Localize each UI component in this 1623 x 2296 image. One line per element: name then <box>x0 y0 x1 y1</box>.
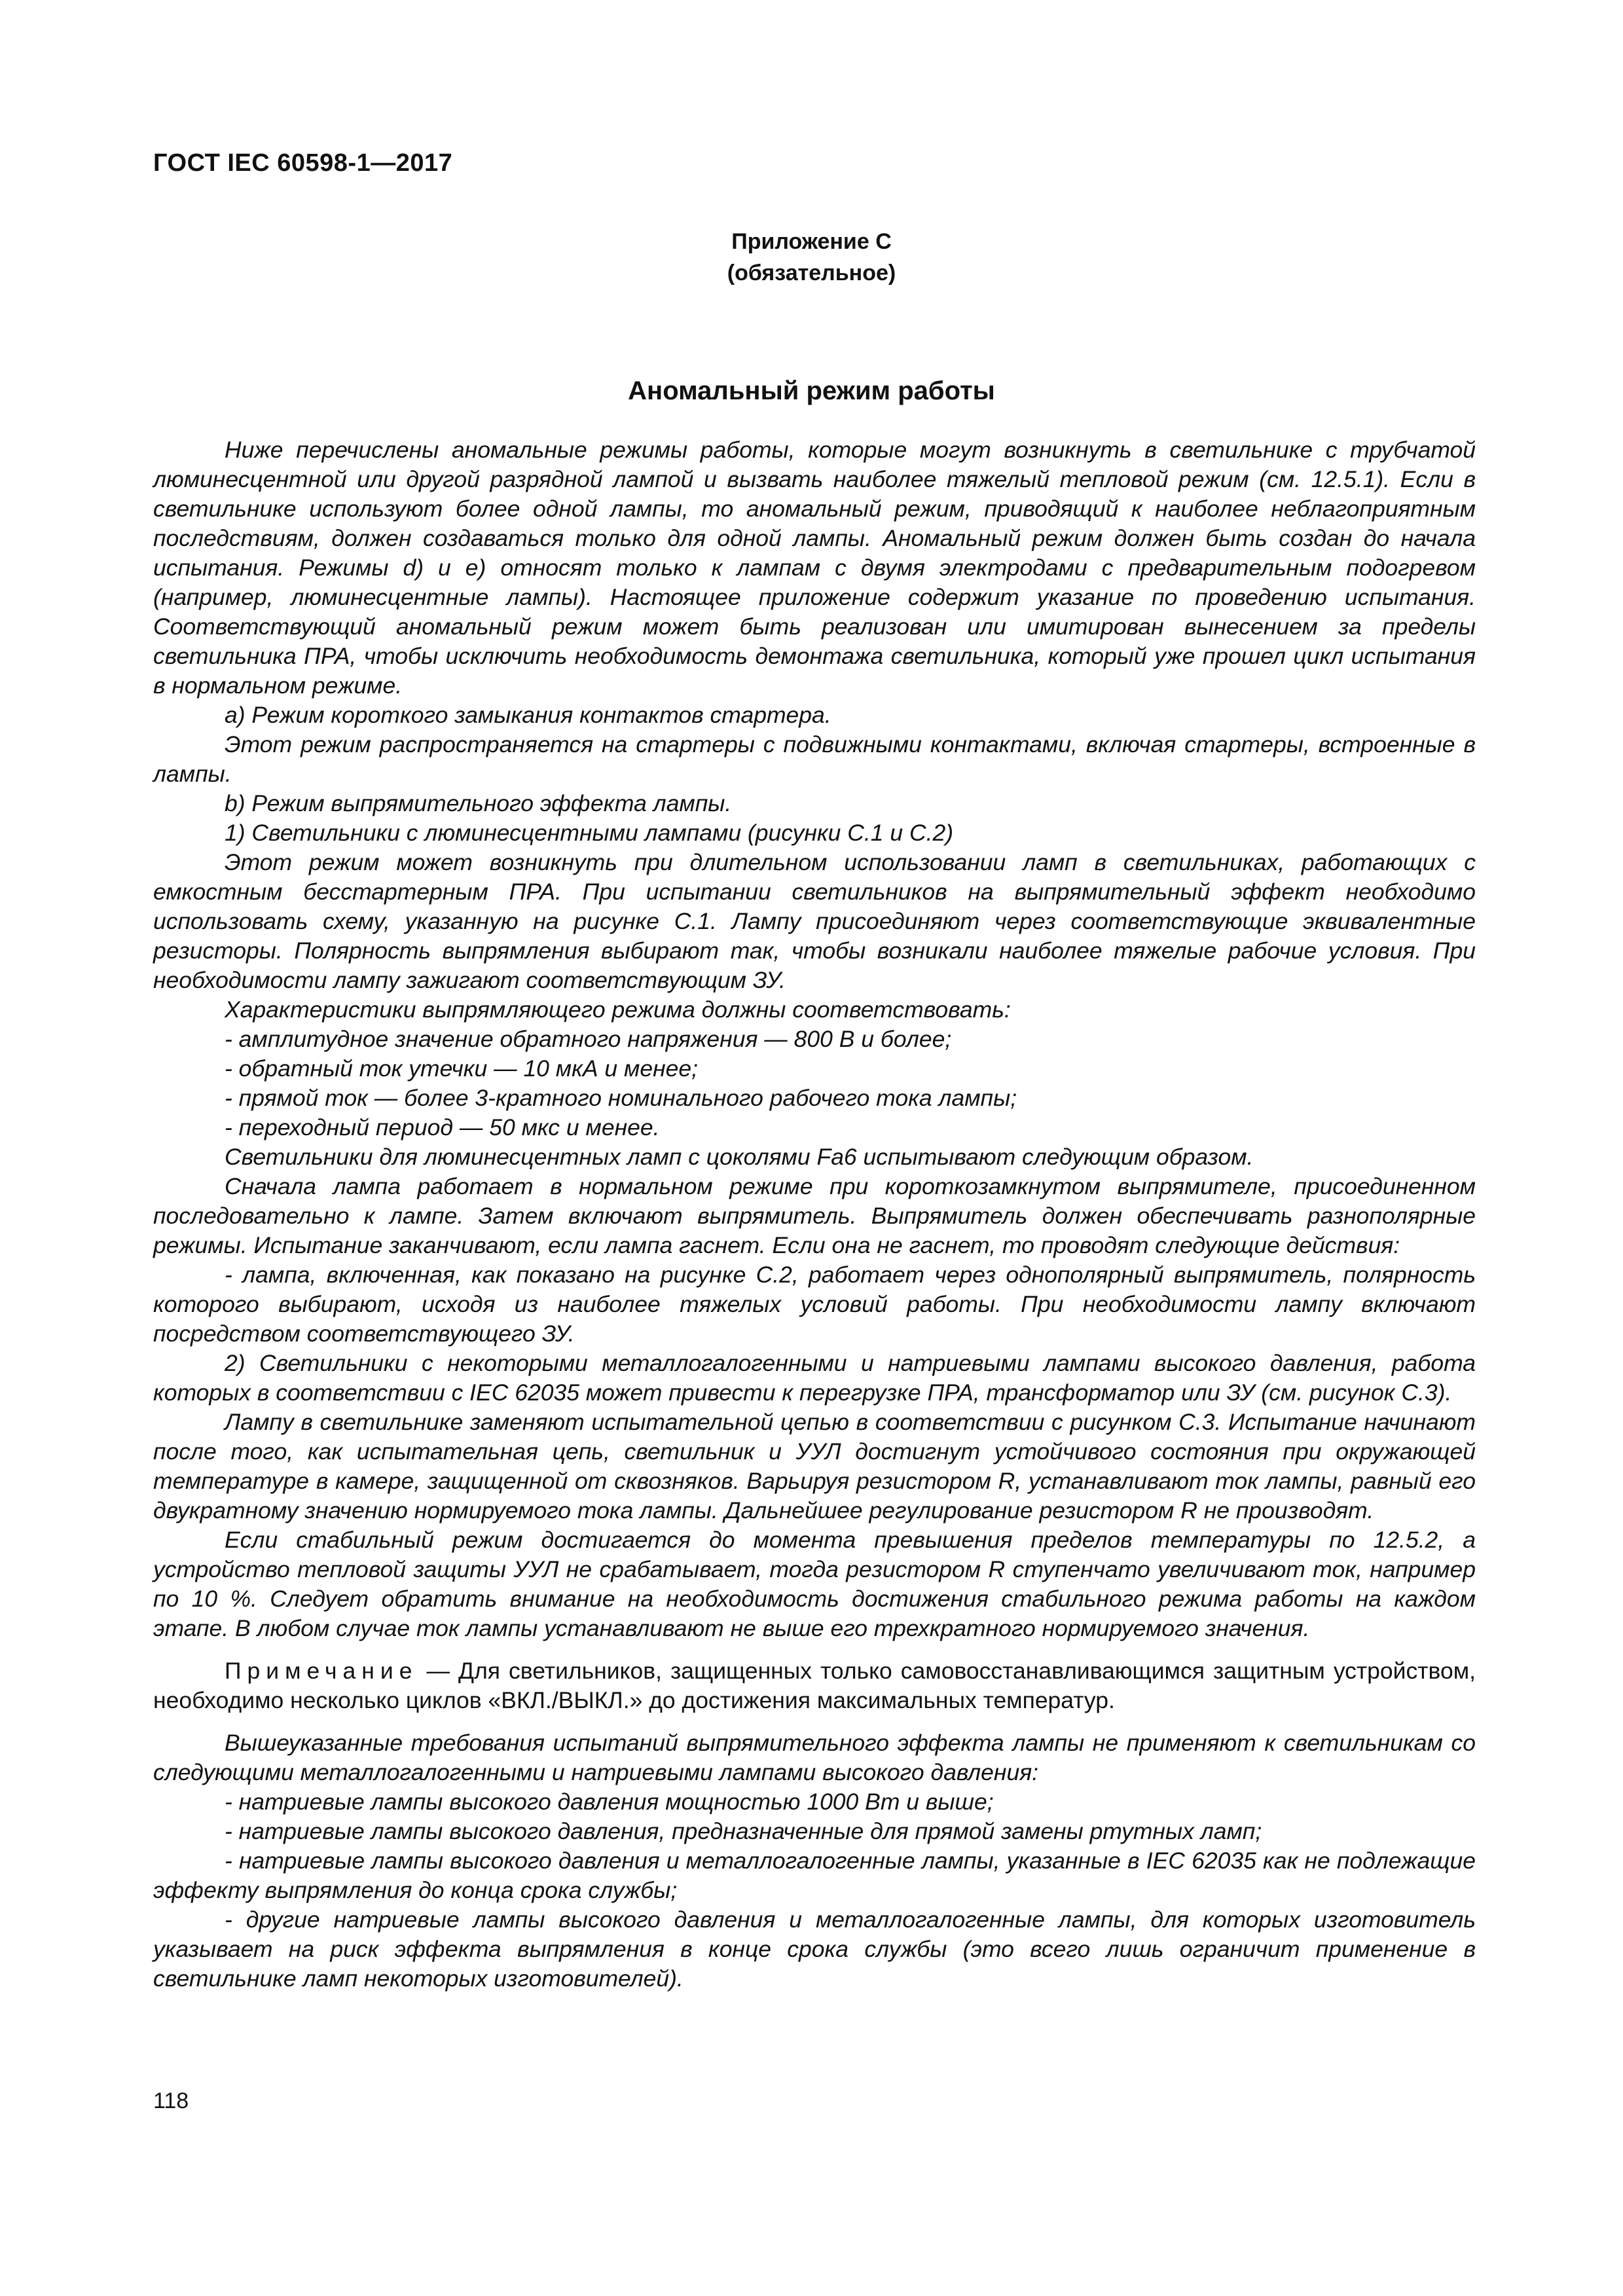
appendix-title: Приложение С <box>731 229 892 254</box>
paragraph-mode-a-desc: Этот режим распространяется на стартеры с подвижными контактами, включая стартеры, встроенные в лампы. <box>153 731 1476 787</box>
list-item: - прямой ток — более 3-кратного номинального рабочего тока лампы; <box>225 1085 1017 1111</box>
list-item: - натриевые лампы высокого давления мощностью 1000 Вт и выше; <box>225 1789 994 1815</box>
paragraph-test-circuit: Лампу в светильнике заменяют испытательной цепью в соответствии с рисунком С.3. Испытание начинают после того, как испытательная цепь, светильник и УУЛ достигнут устойчивого состояния при окружающей температуре в камере, защищенной от сквозняков. Варьируя резистором R, устанавливают ток лампы, равный его двукратному значению нормируемого тока лампы. Дальнейшее регулирование резистором R не производят. <box>153 1409 1476 1523</box>
standard-designation: ГОСТ IEC 60598-1—2017 <box>153 149 453 177</box>
document-body <box>153 435 1476 1994</box>
list-item: - другие натриевые лампы высокого давления и металлогалогенные лампы, для которых изготовитель указывает на риск эффекта выпрямления в конце срока службы (это всего лишь ограничит применение в светильнике ламп некоторых изготовителей). <box>153 1906 1476 1992</box>
list-item: - амплитудное значение обратного напряжения — 800 В и более; <box>225 1026 952 1052</box>
note <box>153 1656 1476 1715</box>
list-item: - переходный период — 50 мкс и менее. <box>225 1114 660 1140</box>
paragraph-intro: Ниже перечислены аномальные режимы работы, которые могут возникнуть в светильнике с трубчатой люминесцентной или другой разрядной лампой и вызвать наиболее тяжелый тепловой режим (см. 12.5.1). Если в светильнике используют более одной лампы, то аномальный режим, приводящий к наиболее неблагоприятным последствиям, должен создаваться только для одной лампы. Аномальный режим должен быть создан до начала испытания. Режимы d) и e) относят только к лампам с двумя электродами с предварительным подогревом (например, люминесцентные лампы). Настоящее приложение содержит указание по проведению испытания. Соответствующий аномальный режим может быть реализован или имитирован вынесением за пределы светильника ПРА, чтобы исключить необходимость демонтажа светильника, который уже прошел цикл испытания в нормальном режиме. <box>153 437 1476 699</box>
appendix-status: (обязательное) <box>727 261 896 285</box>
paragraph-mode-b: b) Режим выпрямительного эффекта лампы. <box>225 790 732 816</box>
paragraph-mode-a: a) Режим короткого замыкания контактов стартера. <box>225 702 831 728</box>
list-item: - обратный ток утечки — 10 мкА и менее; <box>225 1055 699 1082</box>
paragraph-stable-mode: Если стабильный режим достигается до момента превышения пределов температуры по 12.5.2, а устройство тепловой защиты УУЛ не срабатывает, тогда резистором R ступенчато увеличивают ток, например по 10 %. Следует обратить внимание на необходимость достижения стабильного режима работы на каждом этапе. В любом случае ток лампы устанавливают не выше его трехкратного нормируемого значения. <box>153 1527 1476 1641</box>
paragraph-mode-b2: 2) Светильники с некоторыми металлогалогенными и натриевыми лампами высокого давления, работа которых в соответствии с IEC 62035 может привести к перегрузке ПРА, трансформатор или ЗУ (см. рисунок С.3). <box>153 1350 1476 1406</box>
paragraph-fa6: Светильники для люминесцентных ламп с цоколями Fa6 испытывают следующим образом. <box>225 1144 1254 1170</box>
list-item: - натриевые лампы высокого давления и металлогалогенные лампы, указанные в IEC 62035 как не подлежащие эффекту выпрямления до конца срока службы; <box>153 1848 1476 1903</box>
paragraph-mode-b1: 1) Светильники с люминесцентными лампами (рисунки С.1 и С.2) <box>225 820 954 846</box>
paragraph-mode-b1-desc: Этот режим может возникнуть при длительном использовании ламп в светильниках, работающих с емкостным бесстартерным ПРА. При испытании светильников на выпрямительный эффект необходимо использовать схему, указанную на рисунке С.1. Лампу присоединяют через соответствующие эквивалентные резисторы. Полярность выпрямления выбирают так, чтобы возникали наиболее тяжелые рабочие условия. При необходимости лампу зажигают соответствующим ЗУ. <box>153 849 1476 993</box>
appendix-heading <box>0 226 1623 289</box>
note-text: — Для светильников, защищенных только самовосстанавливающимся защитным устройством, необходимо несколько циклов «ВКЛ./ВЫКЛ.» до достижения максимальных температур. <box>153 1658 1476 1713</box>
page-number: 118 <box>153 2088 189 2113</box>
paragraph-characteristics: Характеристики выпрямляющего режима должны соответствовать: <box>225 996 1011 1023</box>
list-item: - лампа, включенная, как показано на рисунке С.2, работает через однополярный выпрямитель, полярность которого выбирают, исходя из наиболее тяжелых условий работы. При необходимости лампу включают посредством соответствующего ЗУ. <box>153 1262 1476 1347</box>
note-label: Примечание <box>225 1658 418 1684</box>
paragraph-procedure: Сначала лампа работает в нормальном режиме при короткозамкнутом выпрямителе, присоединенном последовательно к лампе. Затем включают выпрямитель. Выпрямитель должен обеспечивать разнополярные режимы. Испытание заканчивают, если лампа гаснет. Если она не гаснет, то проводят следующие действия: <box>153 1173 1476 1258</box>
paragraph-exclusions: Вышеуказанные требования испытаний выпрямительного эффекта лампы не применяют к светильникам со следующими металлогалогенными и натриевыми лампами высокого давления: <box>153 1730 1476 1785</box>
section-title: Аномальный режим работы <box>628 376 995 405</box>
list-item: - натриевые лампы высокого давления, предназначенные для прямой замены ртутных ламп; <box>225 1818 1262 1844</box>
